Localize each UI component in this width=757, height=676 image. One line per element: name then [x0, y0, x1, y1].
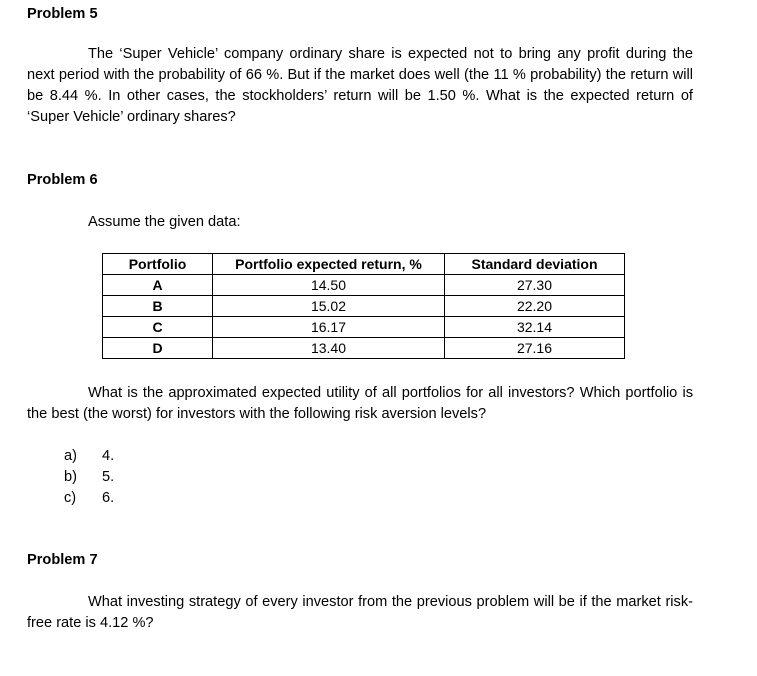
list-item [64, 446, 264, 467]
return-cell: 13.40 [213, 338, 445, 359]
portfolio-table [102, 253, 625, 359]
return-cell: 15.02 [213, 296, 445, 317]
problem-7-heading: Problem 7 [27, 552, 98, 568]
table-row [103, 317, 625, 338]
portfolio-cell: C [103, 317, 213, 338]
return-cell: 16.17 [213, 317, 445, 338]
problem-5-heading: Problem 5 [27, 6, 98, 22]
portfolio-cell: D [103, 338, 213, 359]
problem-6-question: What is the approximated expected utility of all portfolios for all investors? Which portfolio is the best (the worst) for investors with the following risk aversion levels? [27, 385, 693, 422]
table-row [103, 275, 625, 296]
portfolio-cell: A [103, 275, 213, 296]
table-row [103, 296, 625, 317]
list-item [64, 467, 264, 488]
list-item-value: 5. [102, 469, 115, 485]
list-item-value: 6. [102, 490, 115, 506]
list-item-label: b) [64, 469, 77, 485]
problem-6-intro: Assume the given data: [88, 214, 241, 230]
problem-6-heading: Problem 6 [27, 172, 98, 188]
list-item-label: c) [64, 490, 77, 506]
list-item-label: a) [64, 448, 77, 464]
return-cell: 14.50 [213, 275, 445, 296]
std-cell: 27.16 [445, 338, 625, 359]
std-cell: 32.14 [445, 317, 625, 338]
problem-7-text: What investing strategy of every investor from the previous problem will be if the market risk-free rate is 4.12 %? [27, 594, 693, 631]
std-cell: 22.20 [445, 296, 625, 317]
header-portfolio: Portfolio [103, 254, 213, 275]
problem-5-text: The ‘Super Vehicle’ company ordinary share is expected not to bring any profit during the next period with the probability of 66 %. But if the market does well (the 11 % probability) the return will be 8.44 %. In other cases, the stockholders’ return will be 1.50 %. What is the expected return of ‘Super Vehicle’ ordinary shares? [27, 46, 693, 125]
header-expected-return: Portfolio expected return, % [213, 254, 445, 275]
portfolio-cell: B [103, 296, 213, 317]
list-item-value: 4. [102, 448, 115, 464]
list-item [64, 488, 264, 509]
header-standard-deviation: Standard deviation [445, 254, 625, 275]
table-row [103, 338, 625, 359]
std-cell: 27.30 [445, 275, 625, 296]
table-header-row [103, 254, 625, 275]
